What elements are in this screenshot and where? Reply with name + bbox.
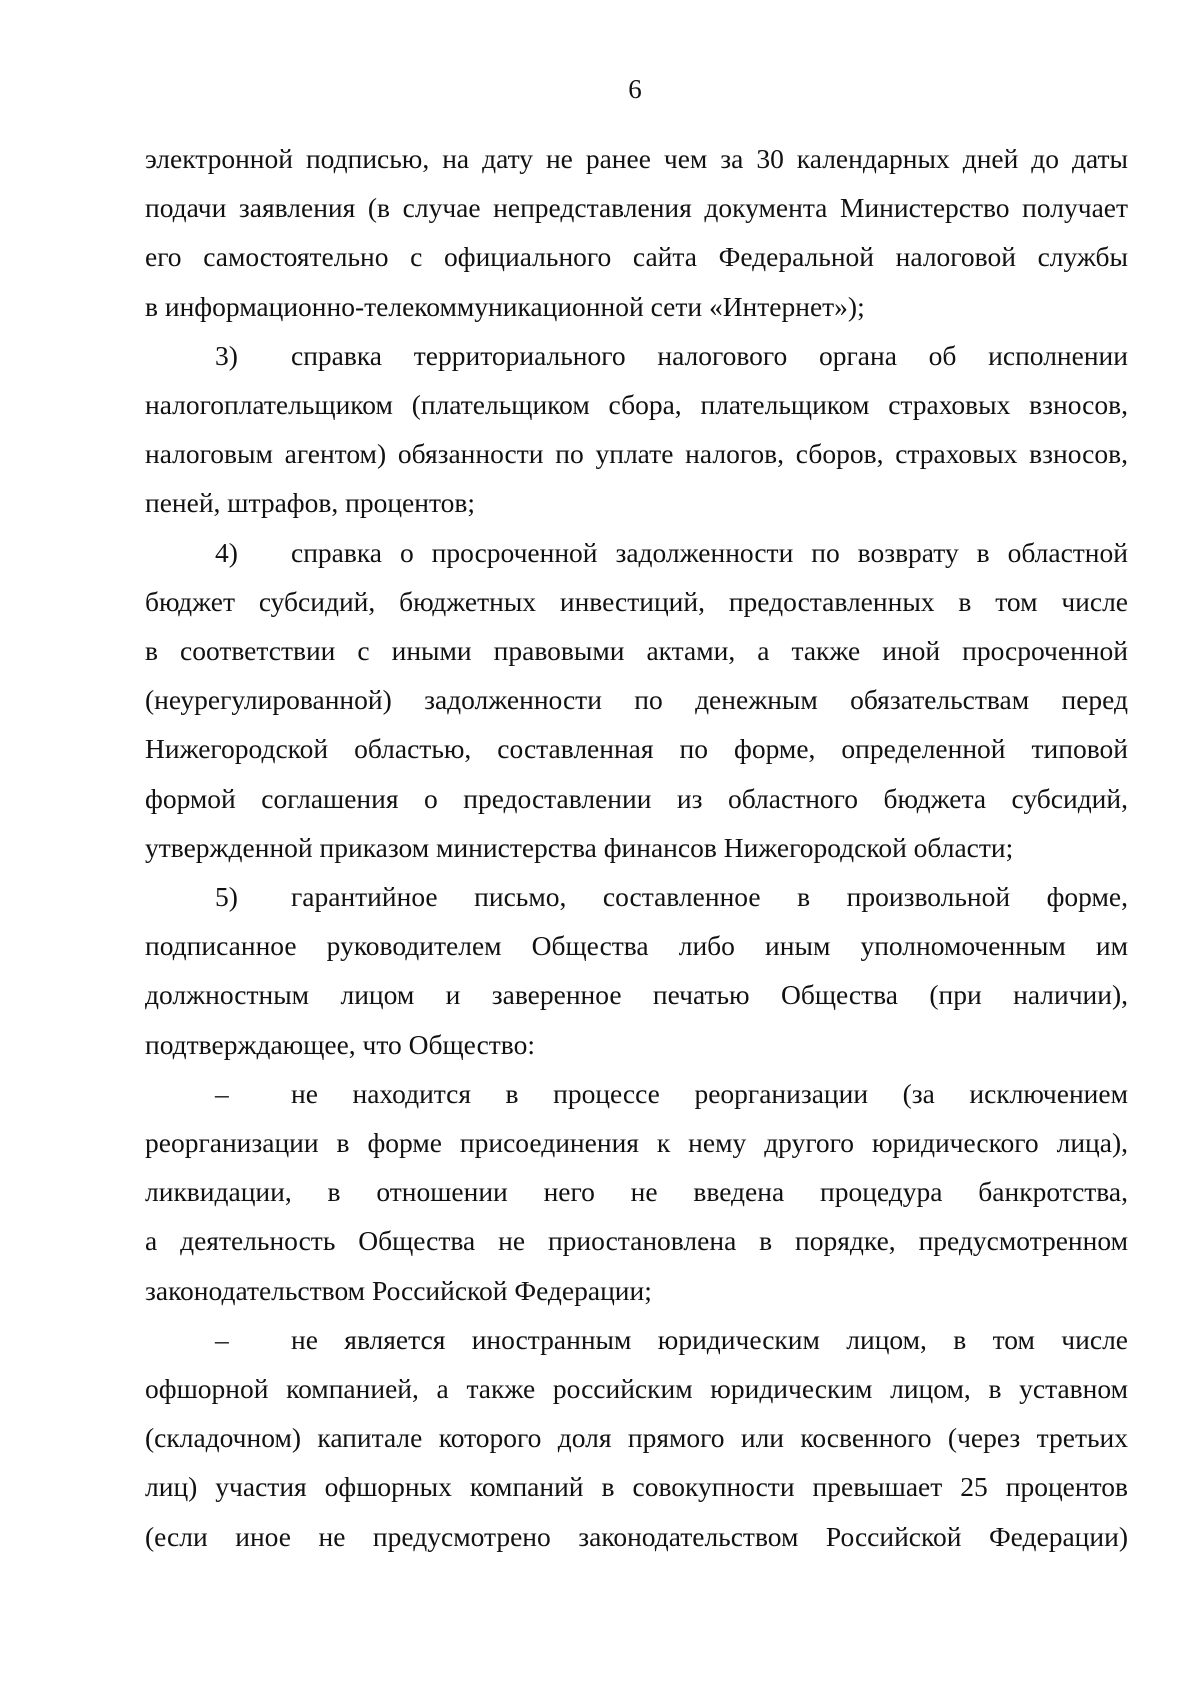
text-line: подтверждающее, что Общество: [145,1028,535,1060]
text-line: электронной подписью, на дату не ранее чем за 30 календарных дней до даты [145,143,1128,174]
text-line: формой соглашения о предоставлении из областного бюджета субсидий, [145,782,1128,814]
text-line: налоговым агентом) обязанности по уплате налогов, сборов, страховых взносов, [145,438,1128,470]
dash-item-2 [145,1315,1128,1561]
text-line: реорганизации в форме присоединения к нему другого юридического лица), [145,1127,1128,1159]
text-line-first [145,331,1128,380]
paragraph-continuation [145,134,1128,331]
text-line: справка о просроченной задолженности по возврату в областной [291,536,1128,568]
text-line: пеней, штрафов, процентов; [145,487,475,519]
text-line: должностным лицом и заверенное печатью Общества (при наличии), [145,979,1128,1011]
text-line-first [145,872,1128,921]
list-item-5 [145,872,1128,1069]
text-line: его самостоятельно с официального сайта Федеральной налоговой службы [145,241,1128,273]
text-line: ликвидации, в отношении него не введена процедура банкротства, [145,1176,1128,1208]
list-item-3 [145,331,1128,528]
text-line: (если иное не предусмотрено законодательством Российской Федерации) [145,1520,1128,1552]
text-line: Нижегородской областью, составленная по форме, определенной типовой [145,733,1128,765]
text-line: (складочном) капитале которого доля прямого или косвенного (через третьих [145,1422,1128,1454]
list-item-4 [145,528,1128,872]
text-line: офшорной компанией, а также российским юридическим лицом, в уставном [145,1373,1128,1405]
text-line: законодательством Российской Федерации; [145,1274,652,1306]
document-body [145,134,1128,1561]
text-line: лиц) участия офшорных компаний в совокупности превышает 25 процентов [145,1471,1128,1503]
text-line: в информационно-телекоммуникационной сети «Интернет»); [145,290,865,322]
item-marker: – [215,1323,229,1355]
text-line: налогоплательщиком (плательщиком сбора, плательщиком страховых взносов, [145,389,1128,421]
dash-item-1 [145,1069,1128,1315]
text-line: бюджет субсидий, бюджетных инвестиций, предоставленных в том числе [145,585,1128,617]
text-line: в соответствии с иными правовыми актами, а также иной просроченной [145,635,1128,667]
text-line: не является иностранным юридическим лицом, в том числе [291,1323,1128,1355]
page-number: 6 [628,74,642,104]
text-line: а деятельность Общества не приостановлена в порядке, предусмотренном [145,1225,1128,1257]
item-marker: 4) [215,536,238,568]
text-line-first [145,1069,1128,1118]
text-line: гарантийное письмо, составленное в произвольной форме, [291,881,1128,913]
text-line-first [145,1315,1128,1364]
text-line: подачи заявления (в случае непредставления документа Министерство получает [145,192,1128,224]
text-line: утвержденной приказом министерства финансов Нижегородской области; [145,831,1014,863]
text-line: не находится в процессе реорганизации (за исключением [291,1077,1128,1109]
text-line: справка территориального налогового органа об исполнении [291,339,1128,371]
text-line-first [145,528,1128,577]
item-marker: – [215,1077,229,1109]
text-line: (неурегулированной) задолженности по денежным обязательствам перед [145,684,1128,716]
item-marker: 3) [215,339,238,371]
item-marker: 5) [215,881,238,913]
text-line: подписанное руководителем Общества либо иным уполномоченным им [145,930,1128,962]
